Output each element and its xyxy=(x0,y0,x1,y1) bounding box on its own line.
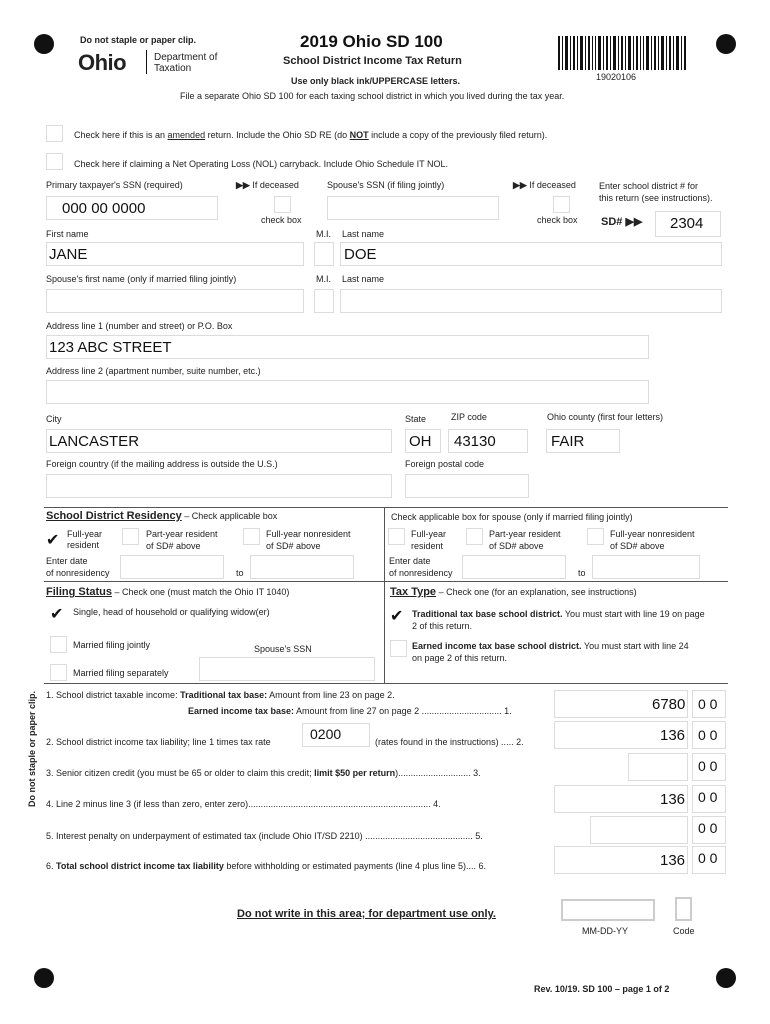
column-divider xyxy=(384,507,385,683)
py-label-2: of SD# above xyxy=(146,541,201,551)
line3-text: 3. Senior citizen credit (you must be 65 or older to claim this credit; limit $50 per return)............................. 3. xyxy=(46,768,481,778)
fn-label: Full-year nonresident xyxy=(610,529,695,539)
form-subtitle: School District Income Tax Return xyxy=(283,55,462,67)
department-use-note: Do not write in this area; for department use only. xyxy=(237,908,496,920)
fy-label-2: resident xyxy=(411,541,444,551)
registration-dot xyxy=(716,34,736,54)
last-name-value: DOE xyxy=(344,246,377,263)
spouse-last-field[interactable] xyxy=(340,289,722,313)
earned-income-checkbox[interactable] xyxy=(390,640,407,657)
city-label: City xyxy=(46,414,62,424)
fn-label-2: of SD# above xyxy=(266,541,321,551)
primary-ssn-label: Primary taxpayer's SSN (required) xyxy=(46,180,183,190)
section-rule xyxy=(44,507,728,508)
joint-label: Married filing jointly xyxy=(73,640,151,650)
line2-value: 136 xyxy=(660,727,686,744)
line1-text-2: Earned income tax base: Amount from line 27 on page 2 ................................ 1. xyxy=(188,706,512,716)
address2-field[interactable] xyxy=(46,380,649,404)
line6-value: 136 xyxy=(660,852,686,869)
state-value: OH xyxy=(409,433,432,450)
nonres-label: of nonresidency xyxy=(389,568,453,578)
line4-cents-value: 0 0 xyxy=(698,789,718,805)
spouse-nonres-from-field[interactable] xyxy=(462,555,566,579)
separate-checkbox[interactable] xyxy=(50,664,67,681)
first-name-value: JANE xyxy=(49,246,88,263)
checkmark-icon: ✔ xyxy=(390,608,404,625)
sd-number-value: 2304 xyxy=(670,215,704,232)
earned-label: Earned income tax base school district. You must start with line 24 xyxy=(412,641,689,651)
spouse-deceased-checkbox[interactable] xyxy=(553,196,570,213)
line1-cents-value: 0 0 xyxy=(698,696,718,712)
county-value: FAIR xyxy=(551,433,585,450)
spouse-full-year-nonres-checkbox[interactable] xyxy=(587,528,604,545)
py-label-2: of SD# above xyxy=(489,541,544,551)
spouse-ssn-label: Spouse's SSN xyxy=(254,644,312,654)
section-rule xyxy=(44,683,728,684)
fy-label-2: resident xyxy=(67,540,100,550)
separate-label: Married filing separately xyxy=(73,668,169,678)
residency-title: School District Residency – Check applicable box xyxy=(46,510,278,522)
fy-label: Full-year xyxy=(411,529,447,539)
traditional-label: Traditional tax base school district. You must start with line 19 on page xyxy=(412,609,705,619)
fy-label: Full-year xyxy=(67,529,103,539)
primary-ssn-value: 000 00 0000 xyxy=(62,200,146,217)
foreign-country-label: Foreign country (if the mailing address is outside the U.S.) xyxy=(46,459,278,469)
last-name-label: Last name xyxy=(342,229,385,239)
sd-label-2: this return (see instructions). xyxy=(599,193,713,203)
spouse-nonres-to-field[interactable] xyxy=(592,555,700,579)
foreign-postal-field[interactable] xyxy=(405,474,529,498)
foreign-postal-label: Foreign postal code xyxy=(405,459,485,469)
py-label: Part-year resident xyxy=(489,529,561,539)
mi-label: M.I. xyxy=(316,229,331,239)
code-field xyxy=(675,897,692,921)
part-year-checkbox[interactable] xyxy=(122,528,139,545)
enter-date-label: Enter date xyxy=(389,556,431,566)
line5-cents-value: 0 0 xyxy=(698,820,718,836)
single-label: Single, head of household or qualifying widow(er) xyxy=(73,607,270,617)
line2-text: 2. School district income tax liability; line 1 times tax rate xyxy=(46,737,271,747)
registration-dot xyxy=(716,968,736,988)
last-name-label: Last name xyxy=(342,274,385,284)
address2-label: Address line 2 (apartment number, suite number, etc.) xyxy=(46,366,261,376)
filing-spouse-ssn-field[interactable] xyxy=(199,657,375,681)
spouse-part-year-checkbox[interactable] xyxy=(466,528,483,545)
line5-field[interactable] xyxy=(590,816,688,844)
py-label: Part-year resident xyxy=(146,529,218,539)
address1-value: 123 ABC STREET xyxy=(49,339,172,356)
dept-line-1: Department of xyxy=(154,52,218,63)
spouse-ssn-label: Spouse's SSN (if filing jointly) xyxy=(327,180,445,190)
staple-note: Do not staple or paper clip. xyxy=(80,35,197,45)
line6-text: 6. Total school district income tax liability before withholding or estimated payments (line 4 plus line 5).... 6. xyxy=(46,861,487,871)
sd-prefix: SD# ▶▶ xyxy=(601,216,643,228)
spouse-ssn-field[interactable] xyxy=(327,196,499,220)
spouse-first-label: Spouse's first name (only if married filing jointly) xyxy=(46,274,237,284)
traditional-label-2: 2 of this return. xyxy=(412,621,473,631)
county-label: Ohio county (first four letters) xyxy=(547,412,664,422)
fn-label-2: of SD# above xyxy=(610,541,665,551)
line2-cents-value: 0 0 xyxy=(698,727,718,743)
line6-cents-value: 0 0 xyxy=(698,850,718,866)
spouse-mi-field[interactable] xyxy=(314,289,334,313)
primary-deceased-checkbox[interactable] xyxy=(274,196,291,213)
check-box-label: check box xyxy=(537,215,578,225)
zip-value: 43130 xyxy=(454,433,496,450)
nonres-from-field[interactable] xyxy=(120,555,224,579)
line4-text: 4. Line 2 minus line 3 (if less than zero, enter zero)......................................................................... 4. xyxy=(46,799,441,809)
address1-label: Address line 1 (number and street) or P.O. Box xyxy=(46,321,233,331)
dept-line-2: Taxation xyxy=(154,63,192,74)
line3-field[interactable] xyxy=(628,753,688,781)
mi-field[interactable] xyxy=(314,242,334,266)
joint-checkbox[interactable] xyxy=(50,636,67,653)
enter-date-label: Enter date xyxy=(46,556,88,566)
registration-dot xyxy=(34,968,54,988)
spouse-residency-note: Check applicable box for spouse (only if married filing jointly) xyxy=(391,512,633,522)
date-field xyxy=(561,899,655,921)
zip-label: ZIP code xyxy=(451,412,487,422)
sd-label-1: Enter school district # for xyxy=(599,181,699,191)
fn-label: Full-year nonresident xyxy=(266,529,351,539)
tax-rate-value: 0200 xyxy=(310,726,342,742)
form-title: 2019 Ohio SD 100 xyxy=(300,32,443,51)
revision-note: Rev. 10/19. SD 100 – page 1 of 2 xyxy=(534,984,670,994)
ohio-logo: Ohio xyxy=(78,50,127,75)
line5-text: 5. Interest penalty on underpayment of estimated tax (include Ohio IT/SD 2210) ........................................... 5. xyxy=(46,831,483,841)
nol-checkbox[interactable] xyxy=(46,153,63,170)
first-name-label: First name xyxy=(46,229,89,239)
registration-dot xyxy=(34,34,54,54)
nonres-to-field[interactable] xyxy=(250,555,354,579)
separate-note: File a separate Ohio SD 100 for each taxing school district in which you lived during the tax year. xyxy=(180,91,565,101)
check-box-label: check box xyxy=(261,215,302,225)
section-rule xyxy=(44,581,728,582)
ink-note: Use only black ink/UPPERCASE letters. xyxy=(291,76,461,86)
to-label: to xyxy=(236,568,244,578)
nonres-label: of nonresidency xyxy=(46,568,110,578)
date-format-label: MM-DD-YY xyxy=(582,926,628,936)
mi-label: M.I. xyxy=(316,274,331,284)
line1-value: 6780 xyxy=(652,696,686,713)
line2-text-2: (rates found in the instructions) ..... 2. xyxy=(375,737,524,747)
nol-label: Check here if claiming a Net Operating Loss (NOL) carryback. Include Ohio Schedule IT NOL. xyxy=(74,159,449,169)
spouse-deceased-label: ▶▶ If deceased xyxy=(513,180,576,190)
checkmark-icon: ✔ xyxy=(50,606,64,623)
spouse-full-year-checkbox[interactable] xyxy=(388,528,405,545)
full-year-nonres-checkbox[interactable] xyxy=(243,528,260,545)
amended-label: Check here if this is an amended return. Include the Ohio SD RE (do NOT include a copy of the previously filed return). xyxy=(74,130,548,140)
earned-label-2: on page 2 of this return. xyxy=(412,653,508,663)
tax-type-title: Tax Type – Check one (for an explanation, see instructions) xyxy=(390,586,637,598)
state-label: State xyxy=(405,414,427,424)
amended-checkbox[interactable] xyxy=(46,125,63,142)
side-staple-note: Do not staple or paper clip. xyxy=(27,691,37,808)
barcode xyxy=(558,36,686,70)
foreign-country-field[interactable] xyxy=(46,474,392,498)
line1-text: 1. School district taxable income: Traditional tax base: Amount from line 23 on page 2. xyxy=(46,690,395,700)
line4-value: 136 xyxy=(660,791,686,808)
line3-cents-value: 0 0 xyxy=(698,758,718,774)
city-value: LANCASTER xyxy=(49,433,140,450)
code-label: Code xyxy=(673,926,695,936)
deceased-label: ▶▶ If deceased xyxy=(236,180,299,190)
logo-divider xyxy=(146,50,147,74)
barcode-number: 19020106 xyxy=(596,72,637,82)
spouse-first-field[interactable] xyxy=(46,289,304,313)
filing-status-title: Filing Status – Check one (must match the Ohio IT 1040) xyxy=(46,586,290,598)
last-name-field[interactable] xyxy=(340,242,722,266)
checkmark-icon: ✔ xyxy=(46,532,60,549)
to-label: to xyxy=(578,568,586,578)
